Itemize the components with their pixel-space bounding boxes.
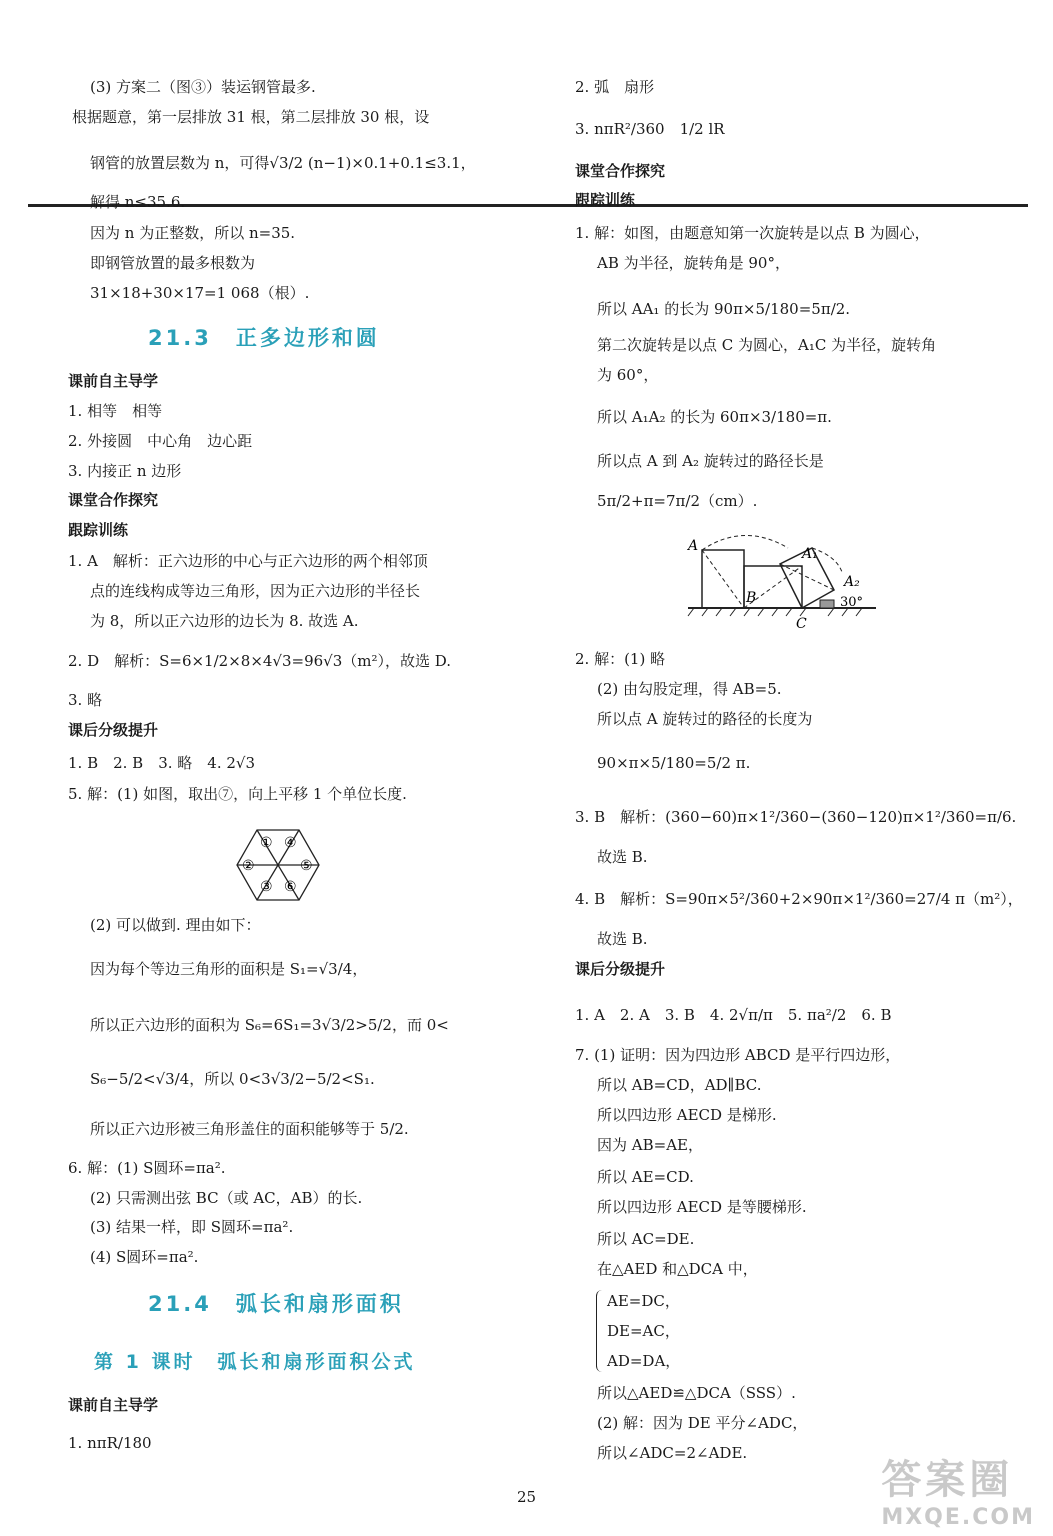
text-line: 所以 AE=CD.	[597, 1168, 694, 1186]
text-line: 3. 略	[68, 691, 103, 709]
text-line: 故选 B.	[597, 930, 648, 948]
subheading: 课后分级提升	[575, 960, 666, 978]
watermark	[881, 1448, 1035, 1530]
text-line: 钢管的放置层数为 n，可得√3/2 (n−1)×0.1+0.1≤3.1，	[90, 154, 476, 172]
watermark-logo: 答案圈	[881, 1457, 1014, 1503]
text-line: 所以△AED≌△DCA（SSS）.	[597, 1384, 796, 1402]
text-line: 为 60°，	[597, 366, 659, 384]
text-line: 4. B 解析：S=90π×5²/360+2×90π×1²/360=27/4 π（m²），	[575, 890, 1023, 908]
hex-label: ④	[284, 835, 297, 851]
lesson-title: 第 1 课时 弧长和扇形面积公式	[94, 1351, 416, 1373]
subheading: 跟踪训练	[575, 191, 636, 209]
text-line: (3) 方案二（图③）装运钢管最多.	[90, 78, 316, 96]
text-line: 即钢管放置的最多根数为	[90, 254, 256, 272]
text-line: 为 8，所以正六边形的边长为 8. 故选 A.	[90, 612, 359, 630]
page-number: 25	[516, 1488, 537, 1506]
text-line: AE=DC，	[607, 1292, 680, 1310]
text-line: DE=AC，	[607, 1322, 680, 1340]
text-line: 所以四边形 AECD 是梯形.	[597, 1106, 777, 1124]
rotation-figure	[684, 528, 884, 636]
figure-label: 30°	[840, 595, 864, 610]
text-line: 因为每个等边三角形的面积是 S₁=√3/4，	[90, 960, 368, 978]
text-line: 因为 AB=AE，	[597, 1136, 703, 1154]
text-line: AD=DA，	[607, 1352, 681, 1370]
text-line: 第二次旋转是以点 C 为圆心，A₁C 为半径，旋转角	[597, 336, 937, 354]
text-line: 1. B 2. B 3. 略 4. 2√3	[68, 754, 256, 772]
text-line: 所以 AC=DE.	[597, 1230, 695, 1248]
text-line: 3. 内接正 n 边形	[68, 462, 182, 480]
text-line: 5. 解：(1) 如图，取出⑦，向上平移 1 个单位长度.	[68, 785, 407, 803]
text-line: 所以 A₁A₂ 的长为 60π×3/180=π.	[597, 408, 832, 426]
text-line: 2. D 解析：S=6×1/2×8×4√3=96√3（m²），故选 D.	[68, 652, 452, 670]
figure-label: A₂	[844, 574, 860, 590]
text-line: (2) 可以做到. 理由如下：	[90, 916, 261, 934]
subheading: 课后分级提升	[68, 721, 159, 739]
figure-label: C	[796, 616, 807, 632]
text-line: 所以点 A 旋转过的路径的长度为	[597, 710, 813, 728]
section-heading-21-3: 21.3 正多边形和圆	[148, 326, 380, 350]
subheading: 课堂合作探究	[68, 491, 159, 509]
hex-label: ①	[260, 835, 273, 851]
subheading: 课前自主导学	[68, 1396, 159, 1414]
text-line: 1. A 2. A 3. B 4. 2√π/π 5. πa²/2 6. B	[575, 1006, 892, 1024]
text-line: 故选 B.	[597, 848, 648, 866]
text-line: (2) 只需测出弦 BC（或 AC，AB）的长.	[90, 1189, 363, 1207]
text-line: 5π/2+π=7π/2（cm）.	[597, 492, 758, 510]
watermark-url: MXQE.COM	[881, 1505, 1035, 1530]
text-line: 根据题意，第一层排放 31 根，第二层排放 30 根，设	[72, 108, 430, 126]
text-line: 6. 解：(1) S圆环=πa².	[68, 1159, 226, 1177]
text-line: 1. A 解析：正六边形的中心与正六边形的两个相邻顶	[68, 552, 428, 570]
text-line: 31×18+30×17=1 068（根）.	[90, 284, 310, 302]
figure-label: A	[688, 538, 699, 554]
text-line: 所以正六边形的面积为 S₆=6S₁=3√3/2>5/2，而 0<	[90, 1016, 449, 1034]
text-line: 2. 解：(1) 略	[575, 650, 666, 668]
text-line: S₆−5/2<√3/4，所以 0<3√3/2−5/2<S₁.	[90, 1070, 375, 1088]
text-line: 3. nπR²/360 1/2 lR	[575, 120, 725, 138]
text-line: AB 为半径，旋转角是 90°，	[597, 254, 790, 272]
section-heading-21-4: 21.4 弧长和扇形面积	[148, 1292, 404, 1316]
text-line: 所以 AA₁ 的长为 90π×5/180=5π/2.	[597, 300, 851, 318]
text-line: 1. nπR/180	[68, 1434, 152, 1452]
subheading: 课堂合作探究	[575, 162, 666, 180]
text-line: 所以 AB=CD，AD∥BC.	[597, 1076, 762, 1094]
subheading: 跟踪训练	[68, 521, 129, 539]
hex-label: ②	[242, 858, 255, 874]
text-line: 1. 解：如图，由题意知第一次旋转是以点 B 为圆心，	[575, 224, 930, 242]
figure-label: A₁	[802, 546, 818, 562]
hex-label: ⑥	[284, 879, 297, 895]
text-line: 因为 n 为正整数，所以 n=35.	[90, 224, 296, 242]
text-line: (2) 解：因为 DE 平分∠ADC，	[597, 1414, 808, 1432]
text-line: (2) 由勾股定理，得 AB=5.	[597, 680, 782, 698]
text-line: 1. 相等 相等	[68, 402, 163, 420]
text-line: 在△AED 和△DCA 中，	[597, 1260, 758, 1278]
text-line: 点的连线构成等边三角形，因为正六边形的半径长	[90, 582, 421, 600]
text-line: 2. 外接圆 中心角 边心距	[68, 432, 253, 450]
text-line: 7. (1) 证明：因为四边形 ABCD 是平行四边形，	[575, 1046, 901, 1064]
hex-label: ⑤	[300, 858, 313, 874]
brace-icon	[596, 1290, 605, 1372]
subheading: 课前自主导学	[68, 372, 159, 390]
text-line: 3. B 解析：(360−60)π×1²/360−(360−120)π×1²/360=π/6.	[575, 808, 1017, 826]
text-line: 所以正六边形被三角形盖住的面积能够等于 5/2.	[90, 1120, 409, 1138]
text-line: 所以点 A 到 A₂ 旋转过的路径长是	[597, 452, 824, 470]
text-line: 所以四边形 AECD 是等腰梯形.	[597, 1198, 807, 1216]
hexagon-figure	[236, 828, 320, 902]
text-line: 所以∠ADC=2∠ADE.	[597, 1444, 748, 1462]
text-line: 2. 弧 扇形	[575, 78, 655, 96]
text-line: 解得 n≤35.6.	[90, 193, 186, 211]
hex-label: ③	[260, 879, 273, 895]
figure-label: B	[746, 590, 757, 606]
text-line: 90×π×5/180=5/2 π.	[597, 754, 751, 772]
text-line: (4) S圆环=πa².	[90, 1248, 199, 1266]
text-line: (3) 结果一样，即 S圆环=πa².	[90, 1218, 294, 1236]
